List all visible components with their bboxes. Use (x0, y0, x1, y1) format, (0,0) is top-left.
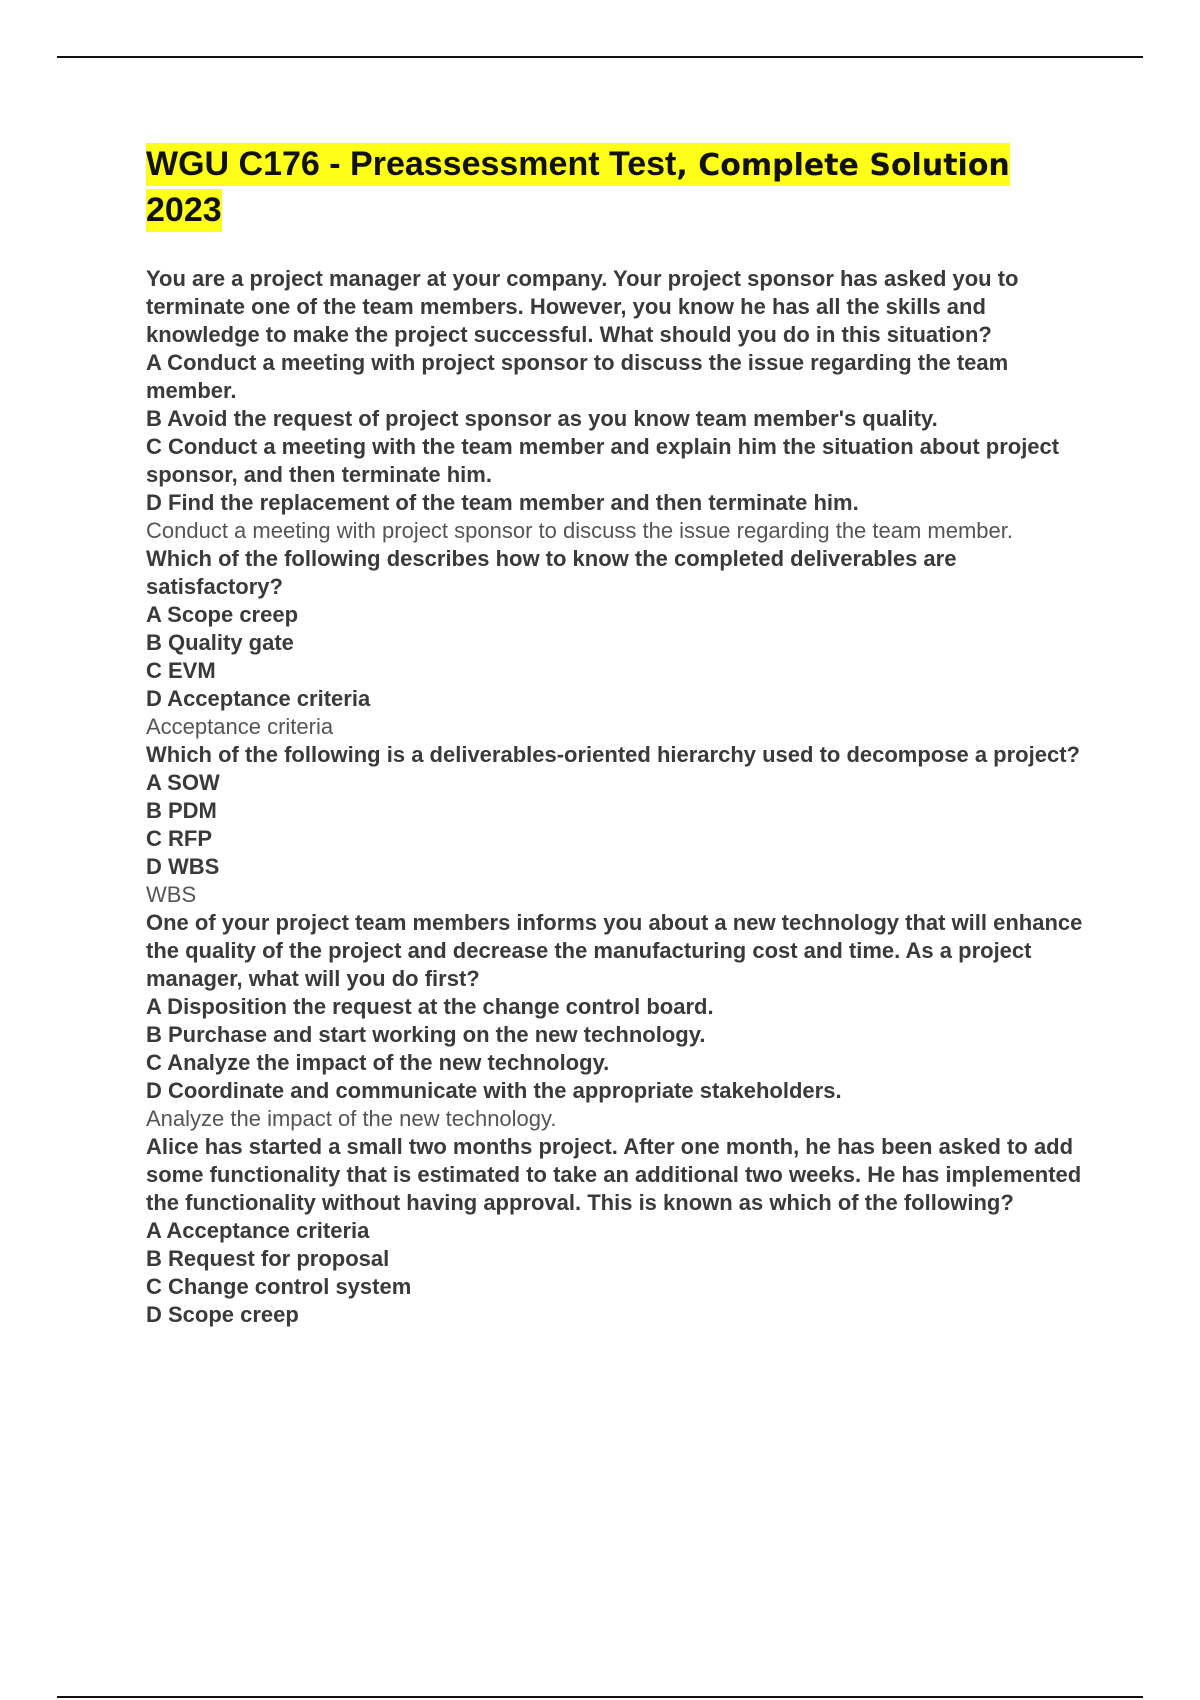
page-title (146, 142, 1096, 233)
answer-option: A SOW (146, 770, 220, 795)
answer-option: A Scope creep (146, 602, 299, 627)
answer-option: A Acceptance criteria (146, 1218, 370, 1243)
question-text: Which of the following describes how to know the completed deliverables are satisfactory? (146, 546, 957, 599)
answer-option: D Acceptance criteria (146, 686, 371, 711)
answer-option: C Change control system (146, 1274, 412, 1299)
correct-answer: Acceptance criteria (146, 714, 334, 739)
answer-option: A Disposition the request at the change control board. (146, 994, 714, 1019)
answer-option: C Analyze the impact of the new technology. (146, 1050, 610, 1075)
question-text: You are a project manager at your company. Your project sponsor has asked you to terminate one of the team members. However, you know he has all the skills and knowledge to make the project successful. What should you do in this situation? (146, 266, 1019, 347)
question-text: Alice has started a small two months project. After one month, he has been asked to add some functionality that is estimated to take an additional two weeks. He has implemented the functionality without having approval. This is known as which of the following? (146, 1134, 1082, 1215)
title-subtitle: , Complete Solution (676, 148, 1010, 183)
answer-option: B Request for proposal (146, 1246, 390, 1271)
question-text: One of your project team members informs you about a new technology that will enhance the quality of the project and decrease the manufacturing cost and time. As a project manager, what will you do first? (146, 910, 1083, 991)
answer-option: D Find the replacement of the team member and then terminate him. (146, 490, 859, 515)
answer-option: D WBS (146, 854, 220, 879)
title-year: 2023 (146, 189, 222, 232)
answer-option: C EVM (146, 658, 216, 683)
bottom-rule (57, 1696, 1143, 1698)
title-main: WGU C176 - Preassessment Test (146, 145, 677, 183)
answer-option: A Conduct a meeting with project sponsor to discuss the issue regarding the team member. (146, 350, 1009, 403)
answer-option: B Avoid the request of project sponsor as you know team member's quality. (146, 406, 938, 431)
answer-option: C Conduct a meeting with the team member and explain him the situation about project sponsor, and then terminate him. (146, 434, 1060, 487)
correct-answer: WBS (146, 882, 197, 907)
question-block (146, 909, 1096, 1133)
answer-option: D Scope creep (146, 1302, 299, 1327)
question-block (146, 265, 1096, 545)
correct-answer: Analyze the impact of the new technology. (146, 1106, 557, 1131)
answer-option: B Quality gate (146, 630, 294, 655)
question-block (146, 1133, 1096, 1329)
question-block (146, 741, 1096, 909)
question-text: Which of the following is a deliverables-oriented hierarchy used to decompose a project? (146, 742, 1080, 767)
answer-option: C RFP (146, 826, 212, 851)
answer-option: D Coordinate and communicate with the appropriate stakeholders. (146, 1078, 842, 1103)
answer-option: B Purchase and start working on the new technology. (146, 1022, 706, 1047)
question-block (146, 545, 1096, 741)
document-body (146, 142, 1096, 1329)
top-rule (57, 56, 1143, 58)
answer-option: B PDM (146, 798, 217, 823)
correct-answer: Conduct a meeting with project sponsor to discuss the issue regarding the team member. (146, 518, 1014, 543)
